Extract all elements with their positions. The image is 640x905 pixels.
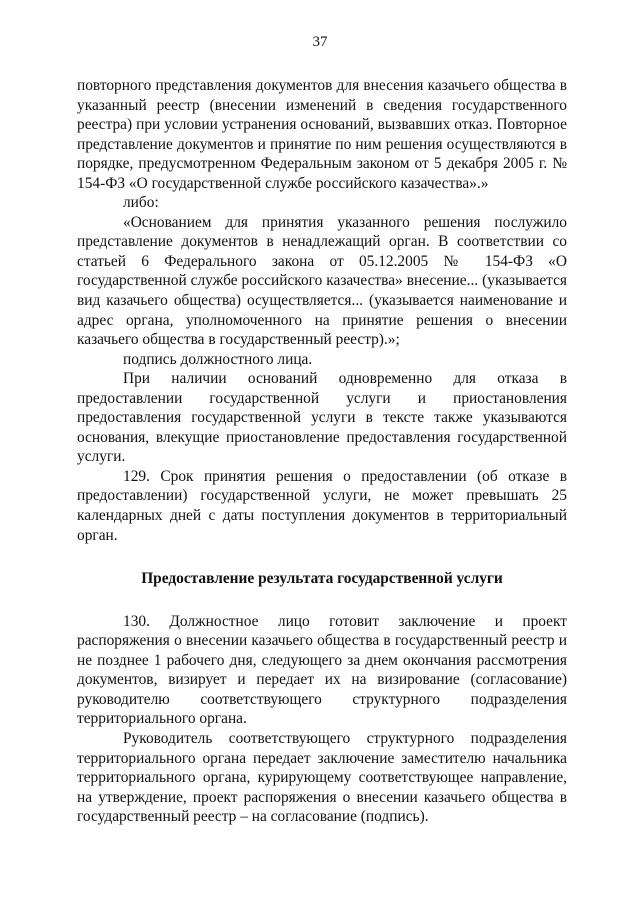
paragraph-continuation: повторного представления документов для внесения казачьего общества в указанный реестр (внесении изменений в сведения государственного реестра) при условии устранения оснований, вызвавших отказ. Повторное представление документов и принятие по ним решения осуществляются в порядке, предусмотренном Федеральным законом от 5 декабря 2005 г. № 154-ФЗ «О государственной службе российского казачества».» xyxy=(77,77,567,192)
paragraph-libo: либо: xyxy=(123,194,159,212)
document-body xyxy=(77,76,567,827)
paragraph-signature: подпись должностного лица. xyxy=(123,350,313,368)
paragraph-quote: «Основанием для принятия указанного решения послужило представление документов в ненадлежащий орган. В соответствии со статьей 6 Федерального закона от 05.12.2005 № 154-ФЗ «О государственной службе российского казачества» внесение... (указывается вид казачьего общества) осуществляется... (указывается наименование и адрес органа, уполномоченного на принятие решения о внесении казачьего общества в государственный реестр).»; xyxy=(77,213,567,349)
page-number: 37 xyxy=(312,34,328,50)
section-heading: Предоставление результата государственной услуги xyxy=(141,570,503,588)
paragraph-head-of-unit: Руководитель соответствующего структурного подразделения территориального органа передает заключение заместителю начальника территориального органа, курирующему соответствующее направление, на утверждение, проект распоряжения о внесении казачьего общества в государственный реестр – на согласование (подпись). xyxy=(77,729,567,826)
paragraph-130: 130. Должностное лицо готовит заключение и проект распоряжения о внесении казачьего общества в государственный реестр и не позднее 1 рабочего дня, следующего за днем окончания рассмотрения документов, визирует и передает их на визирование (согласование) руководителю соответствующего структурного подразделения территориального органа. xyxy=(77,612,567,728)
paragraph-grounds: При наличии оснований одновременно для отказа в предоставлении государственной услуги и приостановления предоставления государственной услуги в тексте также указываются основания, влекущие приостановление предоставления государственной услуги. xyxy=(77,370,567,466)
paragraph-129: 129. Срок принятия решения о предоставлении (об отказе в предоставлении) государственной услуги, не может превышать 25 календарных дней с даты поступления документов в территориальный орган. xyxy=(77,467,567,544)
